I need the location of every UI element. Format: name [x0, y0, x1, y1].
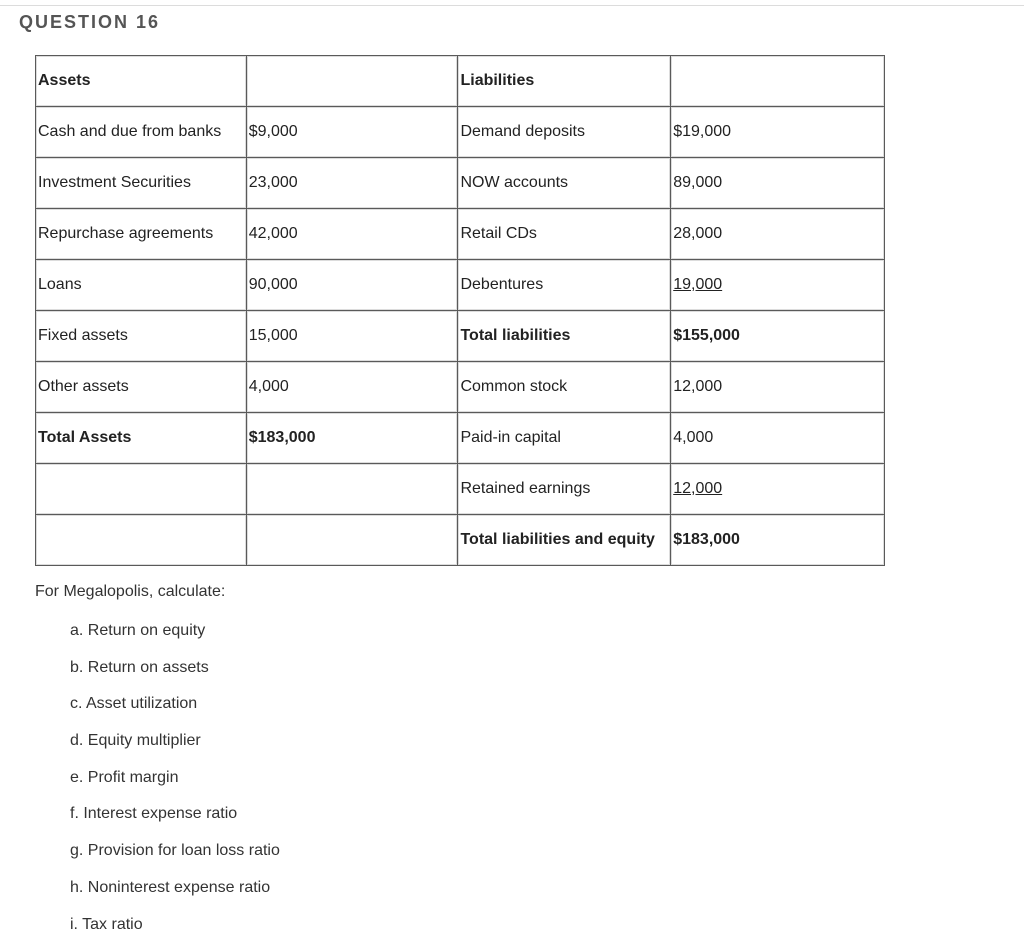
- table-cell: NOW accounts: [458, 158, 671, 209]
- list-item: d. Equity multiplier: [70, 731, 280, 768]
- table-cell: 12,000: [671, 362, 885, 413]
- table-cell: [36, 464, 247, 515]
- list-item: c. Asset utilization: [70, 694, 280, 731]
- table-cell: [246, 464, 458, 515]
- table-cell: Repurchase agreements: [36, 209, 247, 260]
- table-cell: 28,000: [671, 209, 885, 260]
- table-cell: $155,000: [671, 311, 885, 362]
- question-title: QUESTION 16: [19, 12, 160, 33]
- table-cell: [671, 464, 885, 515]
- table-cell: $183,000: [671, 515, 885, 566]
- list-item: a. Return on equity: [70, 621, 280, 658]
- table-row: [36, 260, 885, 311]
- list-item: b. Return on assets: [70, 658, 280, 695]
- list-item: i. Tax ratio: [70, 915, 280, 951]
- top-divider: [0, 5, 1024, 6]
- table-cell: Retained earnings: [458, 464, 671, 515]
- table-cell: $19,000: [671, 107, 885, 158]
- list-item: e. Profit margin: [70, 768, 280, 805]
- table-row: [36, 413, 885, 464]
- table-row: [36, 311, 885, 362]
- table-row: [36, 56, 885, 107]
- table-cell: 42,000: [246, 209, 458, 260]
- table-cell: Paid-in capital: [458, 413, 671, 464]
- list-item: h. Noninterest expense ratio: [70, 878, 280, 915]
- table-cell: [36, 515, 247, 566]
- table-cell: $183,000: [246, 413, 458, 464]
- table-cell: 90,000: [246, 260, 458, 311]
- table-cell: Demand deposits: [458, 107, 671, 158]
- table-cell: Other assets: [36, 362, 247, 413]
- table-row: [36, 209, 885, 260]
- table-cell: Investment Securities: [36, 158, 247, 209]
- table-cell: Fixed assets: [36, 311, 247, 362]
- table-cell: 4,000: [246, 362, 458, 413]
- table-cell: 23,000: [246, 158, 458, 209]
- table-row: [36, 464, 885, 515]
- list-item: f. Interest expense ratio: [70, 804, 280, 841]
- table-cell: Cash and due from banks: [36, 107, 247, 158]
- table-row: [36, 107, 885, 158]
- instructions-text: For Megalopolis, calculate:: [35, 583, 225, 601]
- balance-sheet-table: [35, 55, 885, 566]
- table-cell: Loans: [36, 260, 247, 311]
- table-row: [36, 362, 885, 413]
- calculation-list: [70, 621, 280, 951]
- underlined-value: 19,000: [673, 276, 722, 293]
- table-cell: 89,000: [671, 158, 885, 209]
- table-cell: Total liabilities and equity: [458, 515, 671, 566]
- table-cell: [246, 515, 458, 566]
- table-row: [36, 158, 885, 209]
- table-cell: [671, 260, 885, 311]
- list-item: g. Provision for loan loss ratio: [70, 841, 280, 878]
- table-cell: Retail CDs: [458, 209, 671, 260]
- table-header-cell: [671, 56, 885, 107]
- table-cell: Total liabilities: [458, 311, 671, 362]
- table-row: [36, 515, 885, 566]
- table-header-cell: Assets: [36, 56, 247, 107]
- table-cell: $9,000: [246, 107, 458, 158]
- table-header-cell: [246, 56, 458, 107]
- table-cell: Debentures: [458, 260, 671, 311]
- table-cell: Common stock: [458, 362, 671, 413]
- table-header-cell: Liabilities: [458, 56, 671, 107]
- underlined-value: 12,000: [673, 480, 722, 497]
- table-cell: Total Assets: [36, 413, 247, 464]
- table-cell: 15,000: [246, 311, 458, 362]
- table-cell: 4,000: [671, 413, 885, 464]
